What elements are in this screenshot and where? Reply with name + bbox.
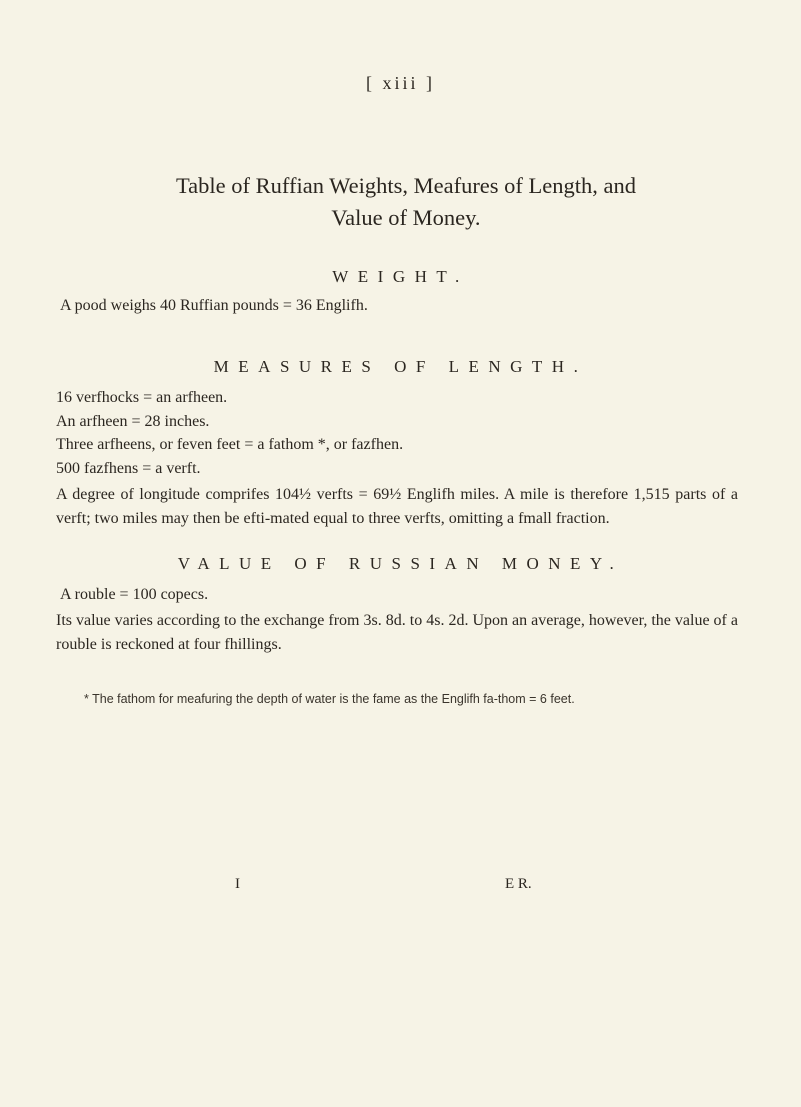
page-title <box>86 170 726 234</box>
title-line-2: Value of Money. <box>331 205 481 230</box>
page-number: [ xiii ] <box>366 73 435 93</box>
weight-heading: WEIGHT. <box>332 267 469 286</box>
length-line-3: Three arfheens, or feven feet = a fathom *, or fazfhen. <box>56 436 404 453</box>
money-heading: VALUE OF RUSSIAN MONEY. <box>177 554 624 573</box>
length-line-2: An arfheen = 28 inches. <box>56 413 210 430</box>
signature-mark-left: I <box>235 876 240 892</box>
money-paragraph: Its value varies according to the exchange from 3s. 8d. to 4s. 2d. Upon an average, however, the value of a rouble is reckoned at four fhillings. <box>56 612 738 653</box>
length-line-1: 16 verfhocks = an arfheen. <box>56 389 228 406</box>
title-line-1: Table of Ruffian Weights, Meafures of Length, and <box>175 173 637 198</box>
length-line-4: 500 fazfhens = a verft. <box>56 460 201 477</box>
signature-mark-right: E R. <box>505 876 532 892</box>
money-line-1: A rouble = 100 copecs. <box>60 586 209 603</box>
footnote: * The fathom for meafuring the depth of water is the fame as the Englifh fa-thom = 6 feet. <box>84 692 575 706</box>
length-paragraph: A degree of longitude comprifes 104½ verfts = 69½ Englifh miles. A mile is therefore 1,515 parts of a verft; two miles may then be efti-mated equal to three verfts, omitting a fmall fraction. <box>56 486 738 527</box>
length-heading: MEASURES OF LENGTH. <box>213 357 588 376</box>
weight-line: A pood weighs 40 Ruffian pounds = 36 Englifh. <box>60 297 368 314</box>
